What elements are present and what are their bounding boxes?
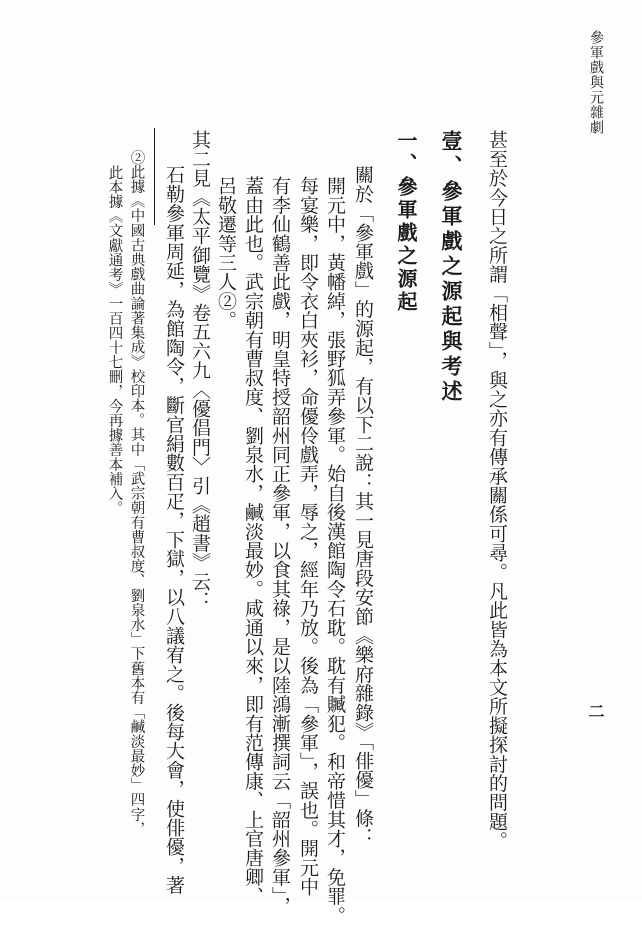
subsection-heading: 一、參軍戲之源起 [394,130,418,314]
footnote-line: 此本據《文獻通考》一百四十七刪，今再據善本補入。 [106,165,123,516]
body-line: 有李仙鶴善此戲，明皇特授韶州同正參軍，以食其祿，是以陸鴻漸撰詞云「韶州參軍」， [269,176,291,916]
body-line: 每宴樂，即令衣白夾衫，命優伶戲弄，辱之，經年乃放。後為「參軍」，誤也。開元中 [297,176,319,897]
section-heading: 壹、參軍戲之源起與考述 [439,130,464,405]
body-line: 其二見《太平御覽》卷五六九〈優倡門〉引《趙書》云： [189,130,211,610]
body-line: 開元中，黃幡綽，張野狐弄參軍。始自後漢館陶令石耽。耽有贓犯。和帝惜其才，免罪。 [324,176,346,925]
page-number: 二 [586,703,605,719]
body-line: 呂敬遷等三人②。 [215,176,237,330]
body-line: 石勒參軍周延，為館陶令，斷官絹數百疋，下獄，以八議宥之。後每大會，使俳優，著 [163,165,185,895]
body-line: 關於「參軍戲」的源起，有以下二說：其一見唐段安節《樂府雜錄》「俳優」條： [352,165,374,847]
body-line: 蓋由此也。武宗朝有曹叔度、劉泉水，鹹淡最妙。咸通以來，即有范傳康、上官唐卿、 [242,176,264,906]
intro-line: 甚至於今日之所謂「相聲」，與之亦有傳承關係可尋。凡此皆為本文所擬探討的問題。 [486,130,508,851]
footnote-divider [154,128,155,225]
footnote-line: ②此據《中國古典戲曲論著集成》校印本。其中「武宗朝有曹叔度、劉泉水」下舊本有「鹹淡最妙」四字， [128,150,145,837]
running-title: 參軍戲與元雜劇 [588,30,604,135]
